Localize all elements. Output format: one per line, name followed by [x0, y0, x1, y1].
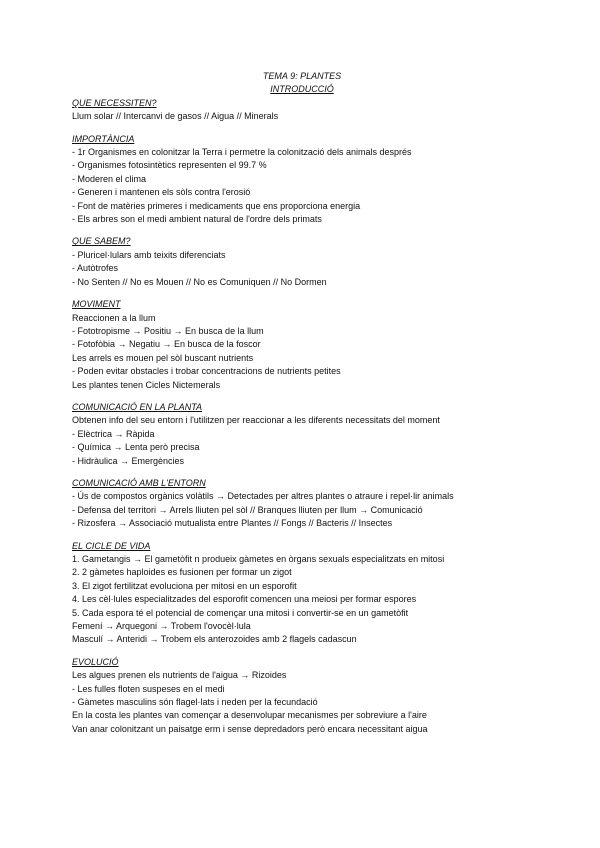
section-line: - Ús de compostos orgànics volàtils → Detectades per altres plantes o atraure i repel·lir animals: [72, 491, 454, 502]
section-line: 4. Les cèl·lules especialitzades del esporofit comencen una meiosi per formar espores: [72, 594, 417, 605]
document-subtitle: INTRODUCCIÓ: [270, 84, 334, 95]
section: [72, 540, 532, 647]
section-line: Masculí → Anteridi → Trobem els anterozoides amb 2 flagels cadascun: [72, 634, 357, 645]
section-heading: COMUNICACIÓ AMB L'ENTORN: [72, 477, 206, 488]
section-heading: EL CICLE DE VIDA: [72, 540, 151, 551]
section-line: - Defensa del territori → Arrels lliuten pel sòl // Branques lliuten per llum → Comunicació: [72, 504, 423, 515]
section-line: Obtenen info del seu entorn i l'utilitzen per reaccionar a les diferents necessitats del moment: [72, 415, 440, 426]
section-line: - Hidràulica → Emergències: [72, 455, 185, 466]
section-line: Les arrels es mouen pel sòl buscant nutrients: [72, 352, 254, 363]
section-line: - Fotofòbia → Negatiu → En busca de la foscor: [72, 339, 261, 350]
document-page: [72, 70, 532, 736]
section-line: - Font de matèries primeres i medicaments que ens proporciona energia: [72, 200, 361, 211]
section: [72, 401, 532, 468]
section-line: - Rizosfera → Associació mutualista entre Plantes // Fongs // Bacteris // Insectes: [72, 518, 393, 529]
section-line: - Fototropisme → Positiu → En busca de la llum: [72, 325, 264, 336]
section: [72, 477, 532, 531]
section: [72, 298, 532, 392]
section-line: - Química → Lenta però precisa: [72, 442, 200, 453]
section-line: 5. Cada espora té el potencial de començar una mitosi i convertir-se en un gametòfit: [72, 607, 409, 618]
section-heading: QUE NECESSITEN?: [72, 97, 157, 108]
section-line: Van anar colonitzant un paisatge erm i sense depredadors però encara necessitant aigua: [72, 723, 428, 734]
sections-container: [72, 97, 532, 736]
section-heading: IMPORTÀNCIA: [72, 133, 135, 144]
section: [72, 656, 532, 736]
section-heading: QUE SABEM?: [72, 236, 131, 247]
section-line: - Pluricel·lulars amb teixits diferenciats: [72, 249, 226, 260]
document-title: TEMA 9: PLANTES: [262, 71, 342, 81]
section-line: Reaccionen a la llum: [72, 312, 156, 323]
section-line: 1. Gametangis → El gametòfit n produeix gàmetes en òrgans sexuals especialitzats en mitosi: [72, 554, 445, 564]
section-line: - 1r Organismes en colonitzar la Terra i permetre la colonització dels animals després: [72, 147, 412, 158]
section-line: Les algues prenen els nutrients de l'aigua → Rizoides: [72, 670, 287, 681]
section-line: Llum solar // Intercanvi de gasos // Aigua // Minerals: [72, 111, 279, 122]
section-line: 3. El zigot fertilitzat evoluciona per mitosi en un esporofit: [72, 580, 297, 591]
section-heading: COMUNICACIÓ EN LA PLANTA: [72, 401, 203, 412]
section: [72, 97, 532, 124]
section-heading: EVOLUCIÓ: [72, 656, 119, 667]
section-line: - Generen i mantenen els sòls contra l'erosió: [72, 187, 251, 198]
section-heading: MOVIMENT: [72, 299, 121, 310]
section-line: - Gàmetes masculins són flagel·lats i neden per la fecundació: [72, 697, 318, 708]
section-line: - Organismes fotosintètics representen el 99.7 %: [72, 160, 267, 171]
section-line: - Els arbres son el medi ambient natural de l'ordre dels primats: [72, 214, 322, 225]
section-line: - No Senten // No es Mouen // No es Comuniquen // No Dormen: [72, 276, 327, 287]
section-line: - Elèctrica → Ràpida: [72, 428, 155, 439]
section-line: - Autòtrofes: [72, 263, 119, 274]
section-line: - Poden evitar obstacles i trobar concentracions de nutrients petites: [72, 366, 341, 377]
section: [72, 133, 532, 227]
section-line: Femení → Arquegoni → Trobem l'ovocèl·lula: [72, 621, 251, 632]
section-line: En la costa les plantes van començar a desenvolupar mecanismes per sobreviure a l'aire: [72, 710, 427, 721]
section-line: - Les fulles floten suspeses en el medi: [72, 683, 225, 694]
section: [72, 235, 532, 289]
section-line: Les plantes tenen Cicles Nictemerals: [72, 379, 221, 390]
section-line: 2. 2 gàmetes haploides es fusionen per formar un zigot: [72, 567, 292, 578]
section-line: - Moderen el clima: [72, 173, 147, 184]
